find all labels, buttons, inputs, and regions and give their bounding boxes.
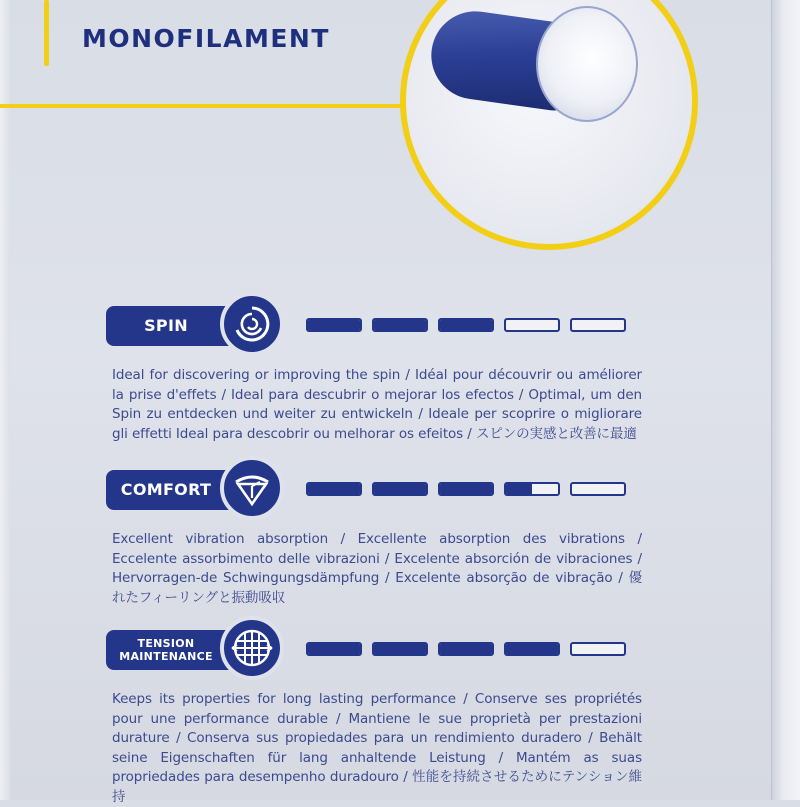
rating-segment-fill xyxy=(308,320,360,330)
rating-segment-fill xyxy=(506,484,532,494)
rating-segment-fill xyxy=(440,320,492,330)
rating-segment xyxy=(306,642,362,656)
rating-segment-fill xyxy=(440,484,492,494)
rating-segment xyxy=(570,482,626,496)
rating-segment xyxy=(372,318,428,332)
rating-segment xyxy=(504,482,560,496)
rating-segment xyxy=(570,642,626,656)
string-grid-icon xyxy=(220,616,284,680)
accent-bar-horizontal xyxy=(0,104,420,108)
rating-segment xyxy=(306,318,362,332)
feature-label: SPIN xyxy=(144,316,188,335)
rating-segment-fill xyxy=(506,644,558,654)
rating-scale xyxy=(306,642,626,656)
product-type-title: MONOFILAMENT xyxy=(82,24,330,53)
rating-segment xyxy=(570,318,626,332)
rating-segment-fill xyxy=(374,320,426,330)
string-cross-section xyxy=(536,6,638,122)
rating-segment-fill xyxy=(374,484,426,494)
rating-segment-fill xyxy=(308,484,360,494)
feature-description: Excellent vibration absorption / Excellente absorption des vibrations / Eccelente assorbimento delle vibrazioni / Excelente absorción de vibraciones / Hervorragen-de Schwingungsdämpfung / Excelente absorção de vibração / 優れたフィーリングと振動吸収 xyxy=(112,531,642,606)
rating-segment xyxy=(504,318,560,332)
string-closeup-image xyxy=(400,0,698,250)
rating-segment xyxy=(372,482,428,496)
rating-segment-fill xyxy=(374,644,426,654)
rating-scale xyxy=(306,318,626,332)
rating-segment xyxy=(372,642,428,656)
feature-label: TENSION MAINTENANCE xyxy=(119,637,213,663)
rating-segment xyxy=(438,642,494,656)
feature-description: Ideal for discovering or improving the spin / Idéal pour découvrir ou améliorer la prise d'effets / Ideal para descubrir o mejorar los efectos / Optimal, um den Spin zu entdecken und weiter zu entwickeln / Ideale per scoprire o migliorare gli effetti Ideal para descobrir ou melhorar os efeitos / スピンの実感と改善に最適 xyxy=(112,367,642,442)
rating-segment xyxy=(438,318,494,332)
rating-scale xyxy=(306,482,626,496)
feature-label: COMFORT xyxy=(120,480,212,499)
spin-swirl-icon xyxy=(220,292,284,356)
package-left-edge xyxy=(0,0,10,800)
comfort-tip-icon xyxy=(220,456,284,520)
package-right-edge xyxy=(771,0,800,800)
rating-segment xyxy=(504,642,560,656)
accent-bar-vertical xyxy=(44,0,49,66)
rating-segment-fill xyxy=(308,644,360,654)
rating-segment xyxy=(306,482,362,496)
rating-segment-fill xyxy=(440,644,492,654)
feature-description: Keeps its properties for long lasting performance / Conserve ses propriétés pour une performance durable / Mantiene le sue proprietà per prestazioni durature / Conserva sus propiedades para un rendimiento duradero / Behält seine Eigenschaften für lang anhaltende Leistung / Mantém as suas propriedades para desempenho duradouro / 性能を持続させるためにテンション維持 xyxy=(112,691,642,805)
rating-segment xyxy=(438,482,494,496)
